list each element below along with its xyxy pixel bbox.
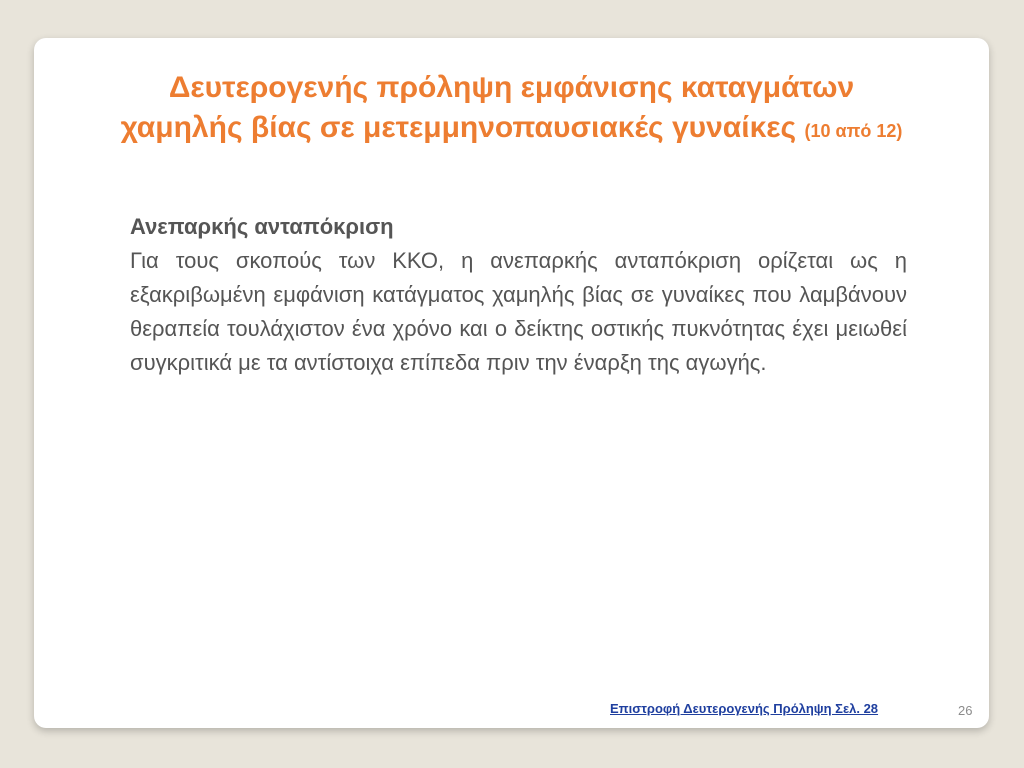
title-line-2-wrapper — [34, 108, 989, 151]
title-line-1: Δευτερογενής πρόληψη εμφάνισης καταγμάτων — [168, 71, 855, 104]
content-block — [130, 210, 907, 380]
slide-title — [34, 68, 989, 151]
section-heading: Ανεπαρκής ανταπόκριση — [130, 214, 394, 239]
slide-counter: (10 από 12) — [804, 121, 903, 141]
back-link[interactable]: Επιστροφή Δευτερογενής Πρόληψη Σελ. 28 — [610, 701, 879, 716]
body-paragraph: Για τους σκοπούς των ΚΚΟ, η ανεπαρκής ανταπόκριση ορίζεται ως η εξακριβωμένη εμφάνιση κατάγματος χαμηλής βίας σε γυναίκες που λαμβάνουν θεραπεία τουλάχιστον ένα χρόνο και ο δείκτης οστικής πυκνότητας έχει μειωθεί συγκριτικά με τα αντίστοιχα επίπεδα πριν την έναρξη της αγωγής. — [130, 248, 907, 375]
page-number: 26 — [958, 703, 973, 718]
slide-canvas — [34, 38, 989, 728]
title-line-2: χαμηλής βίας σε μετεμμηνοπαυσιακές γυναίκες — [120, 111, 797, 144]
